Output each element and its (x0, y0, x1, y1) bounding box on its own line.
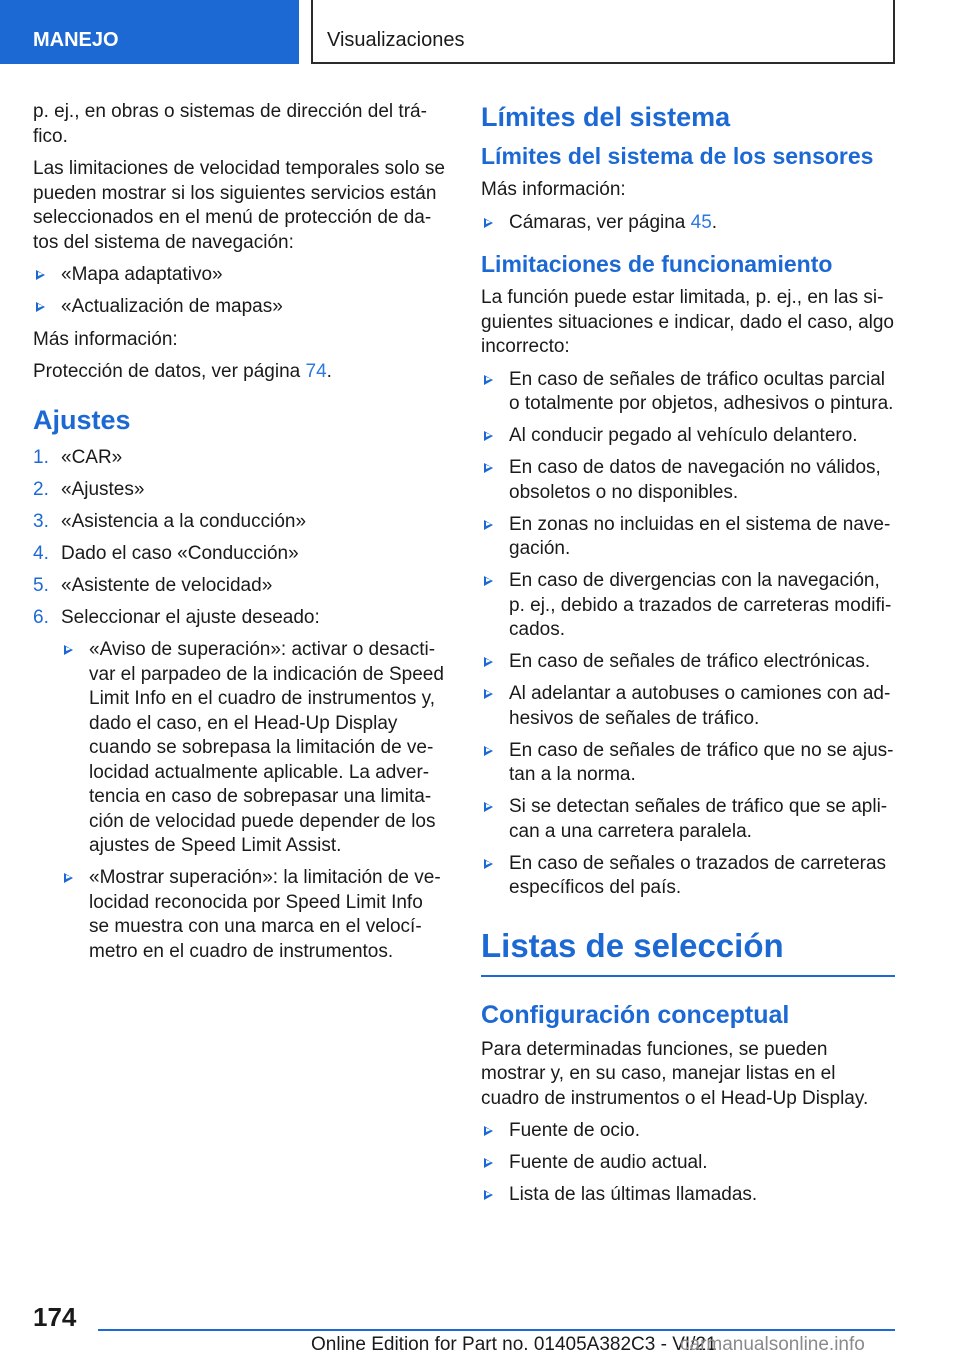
sub-options-list (61, 638, 447, 964)
list-item: Al conducir pegado al vehículo delantero. (481, 424, 895, 449)
triangle-bullet-icon (484, 375, 493, 385)
triangle-bullet-icon (484, 463, 493, 473)
footer-rule (98, 1329, 895, 1331)
triangle-bullet-icon (64, 645, 73, 655)
more-info-label: Más información: (481, 179, 626, 200)
step-item: 3. «Asistencia a la conducción» (33, 510, 307, 532)
page-link[interactable]: 74 (305, 361, 327, 382)
footer-edition: Online Edition for Part no. 01405A382C3 - VI/21 (311, 1334, 717, 1355)
triangle-bullet-icon (484, 689, 493, 699)
triangle-bullet-icon (484, 431, 493, 441)
camera-ref-list (481, 211, 895, 236)
triangle-bullet-icon (484, 802, 493, 812)
triangle-bullet-icon (36, 270, 45, 280)
list-item: En caso de señales o trazados de carreteras específicos del país. (481, 852, 895, 901)
list-item: Al adelantar a autobuses o camiones con adhesivos de señales de tráfico. (481, 682, 895, 731)
watermark: carmanualsonline.info (680, 1334, 865, 1355)
paragraph: p. ej., en obras o sistemas de dirección del tráfico. (33, 101, 427, 147)
step-item: 5. «Asistente de velocidad» (33, 574, 273, 596)
paragraph: Para determinadas funciones, se pueden mostrar y, en su caso, manejar listas en el cuadro de instrumentos o el Head-Up Display. (481, 1038, 869, 1109)
step-item: 4. Dado el caso «Conducción» (33, 542, 299, 564)
triangle-bullet-icon (484, 859, 493, 869)
step-item: 1. «CAR» (33, 446, 123, 468)
list-item: En caso de divergencias con la navegación, p. ej., debido a trazados de carreteras modificados. (481, 569, 895, 643)
list-item: En caso de datos de navegación no válidos, obsoletos o no disponibles. (481, 456, 895, 505)
page-number: 174 (33, 1302, 77, 1332)
list-item: Lista de las últimas llamadas. (481, 1183, 895, 1208)
triangle-bullet-icon (484, 520, 493, 530)
right-column (481, 100, 895, 1216)
triangle-bullet-icon (64, 873, 73, 883)
list-item: Cámaras, ver página 45. (481, 211, 895, 236)
triangle-bullet-icon (484, 1158, 493, 1168)
cross-reference: Protección de datos, ver página 74. (33, 361, 332, 382)
triangle-bullet-icon (484, 746, 493, 756)
triangle-bullet-icon (484, 218, 493, 228)
step-item: 2. «Ajustes» (33, 478, 145, 500)
triangle-bullet-icon (484, 657, 493, 667)
paragraph: La función puede estar limitada, p. ej., en las siguientes situaciones e indicar, dado el caso, algo incorrecto: (481, 287, 894, 357)
list-item: «Actualización de mapas» (33, 295, 447, 320)
list-item: Fuente de ocio. (481, 1119, 895, 1144)
list-item: Fuente de audio actual. (481, 1151, 895, 1176)
list-item: «Mapa adaptativo» (33, 263, 447, 288)
triangle-bullet-icon (36, 302, 45, 312)
paragraph: Las limitaciones de velocidad temporales solo se pueden mostrar si los siguientes servicios están seleccionados en el menú de protección de datos del sistema de navegación: (33, 158, 445, 253)
chapter-tab[interactable]: MANEJO (0, 0, 299, 64)
triangle-bullet-icon (484, 576, 493, 586)
limitations-list (481, 368, 895, 901)
section-title-configuracion: Configuración conceptual (481, 1000, 790, 1029)
service-list (33, 263, 447, 320)
triangle-bullet-icon (484, 1126, 493, 1136)
more-info-label: Más información: (33, 328, 178, 350)
list-item: En caso de señales de tráfico ocultas parcial o totalmente por objetos, adhesivos o pintura. (481, 368, 895, 417)
list-item: En caso de señales de tráfico que no se ajustan a la norma. (481, 739, 895, 788)
source-list (481, 1119, 895, 1208)
chapter-title-listas: Listas de selección (481, 927, 895, 977)
section-header: Visualizaciones (311, 0, 895, 64)
list-item: Si se detectan señales de tráfico que se aplican a una carretera paralela. (481, 795, 895, 844)
subsection-title-funcionamiento: Limitaciones de funcionamiento (481, 251, 833, 277)
step-item: 6. Seleccionar el ajuste deseado: «Aviso de superación»: activar o desactivar el parpadeo de la indicación de Speed Limit Info en el cuadro de instrumentos y, dado el caso, en el Head-Up Display cuando se sobrepasa la limitación de velocidad actualmente aplicable. La advertencia en caso de sobrepasar una limitación de velocidad puede depender de los ajustes de Speed Limit Assist. «Mostrar superación»: la limitación de velocidad reconocida por Speed Limit Info se muestra con una marca en el velocímetro en el cuadro de instrumentos. (33, 606, 447, 965)
list-item: En zonas no incluidas en el sistema de navegación. (481, 513, 895, 562)
page-link[interactable]: 45 (690, 211, 712, 233)
section-title-limites: Límites del sistema (481, 102, 731, 132)
list-item: En caso de señales de tráfico electrónicas. (481, 650, 895, 675)
list-item: «Aviso de superación»: activar o desactivar el parpadeo de la indicación de Speed Limit Info en el cuadro de instrumentos y, dado el caso, en el Head-Up Display cuando se sobrepasa la limitación de velocidad actualmente aplicable. La advertencia en caso de sobrepasar una limitación de velocidad puede depender de los ajustes de Speed Limit Assist. (61, 638, 447, 859)
section-title-ajustes: Ajustes (33, 404, 131, 435)
subsection-title-sensores: Límites del sistema de los sensores (481, 143, 874, 169)
triangle-bullet-icon (484, 1190, 493, 1200)
steps-list (33, 446, 447, 965)
list-item: «Mostrar superación»: la limitación de velocidad reconocida por Speed Limit Info se muestra con una marca en el velocímetro en el cuadro de instrumentos. (61, 866, 447, 964)
left-column (33, 100, 447, 972)
